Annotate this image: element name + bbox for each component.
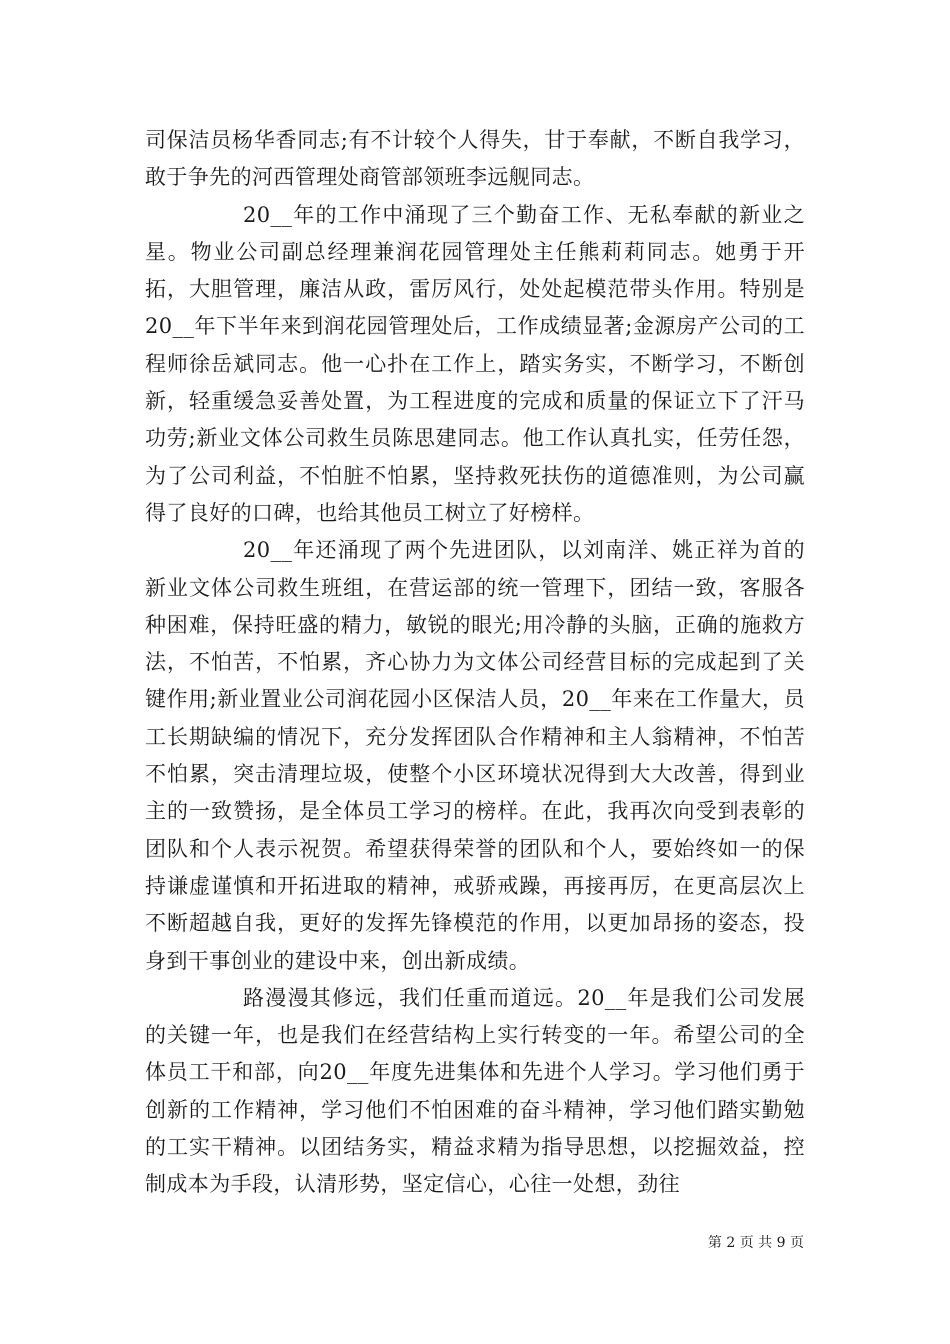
page-number-footer: 第 2 页 共 9 页 (707, 1235, 804, 1251)
paragraph-continued: 司保洁员杨华香同志;有不计较个人得失，甘于奉献，不断自我学习，敢于争先的河西管理处商管部领班李远舰同志。 (145, 128, 805, 190)
paragraph-advanced-teams: 20__年还涌现了两个先进团队，以刘南洋、姚正祥为首的新业文体公司救生班组，在营运部的统一管理下，团结一致，客服各种困难，保持旺盛的精力，敏锐的眼光;用冷静的头脑，正确的施救方法，不怕苦，不怕累，齐心协力为文体公司经营目标的完成起到了关键作用;新业置业公司润花园小区保洁人员，20__年来在工作量大，员工长期缺编的情况下，充分发挥团队合作精神和主人翁精神，不怕苦不怕累，突击清理垃圾，使整个小区环境状况得到大大改善，得到业主的一致赞扬，是全体员工学习的榜样。在此，我再次向受到表彰的团队和个人表示祝贺。希望获得荣誉的团队和个人，要始终如一的保持谦虚谨慎和开拓进取的精神，戒骄戒躁，再接再厉，在更高层次上不断超越自我，更好的发挥先锋模范的作用，以更加昂扬的姿态，投身到干事创业的建设中来，创出新成绩。 (145, 538, 805, 973)
paragraph-new-stars: 20__年的工作中涌现了三个勤奋工作、无私奉献的新业之星。物业公司副总经理兼润花园管理处主任熊莉莉同志。她勇于开拓，大胆管理，廉洁从政，雷厉风行，处处起模范带头作用。特别是20__年下半年来到润花园管理处后，工作成绩显著;金源房产公司的工程师徐岳斌同志。他一心扑在工作上，踏实务实，不断学习，不断创新，轻重缓急妥善处置，为工程进度的完成和质量的保证立下了汗马功劳;新业文体公司救生员陈思建同志。他工作认真扎实，任劳任怨，为了公司利益，不怕脏不怕累，坚持救死扶伤的道德准则，为公司赢得了良好的口碑，也给其他员工树立了好榜样。 (145, 202, 805, 525)
paragraph-outlook: 路漫漫其修远，我们任重而道远。20__年是我们公司发展的关键一年，也是我们在经营结构上实行转变的一年。希望公司的全体员工干和部，向20__年度先进集体和先进个人学习。学习他们勇于创新的工作精神，学习他们不怕困难的奋斗精神，学习他们踏实勤勉的工实干精神。以团结务实，精益求精为指导思想，以挖掘效益，控制成本为手段，认清形势，坚定信心，心往一处想，劲往 (145, 985, 805, 1197)
document-body (145, 122, 805, 1204)
